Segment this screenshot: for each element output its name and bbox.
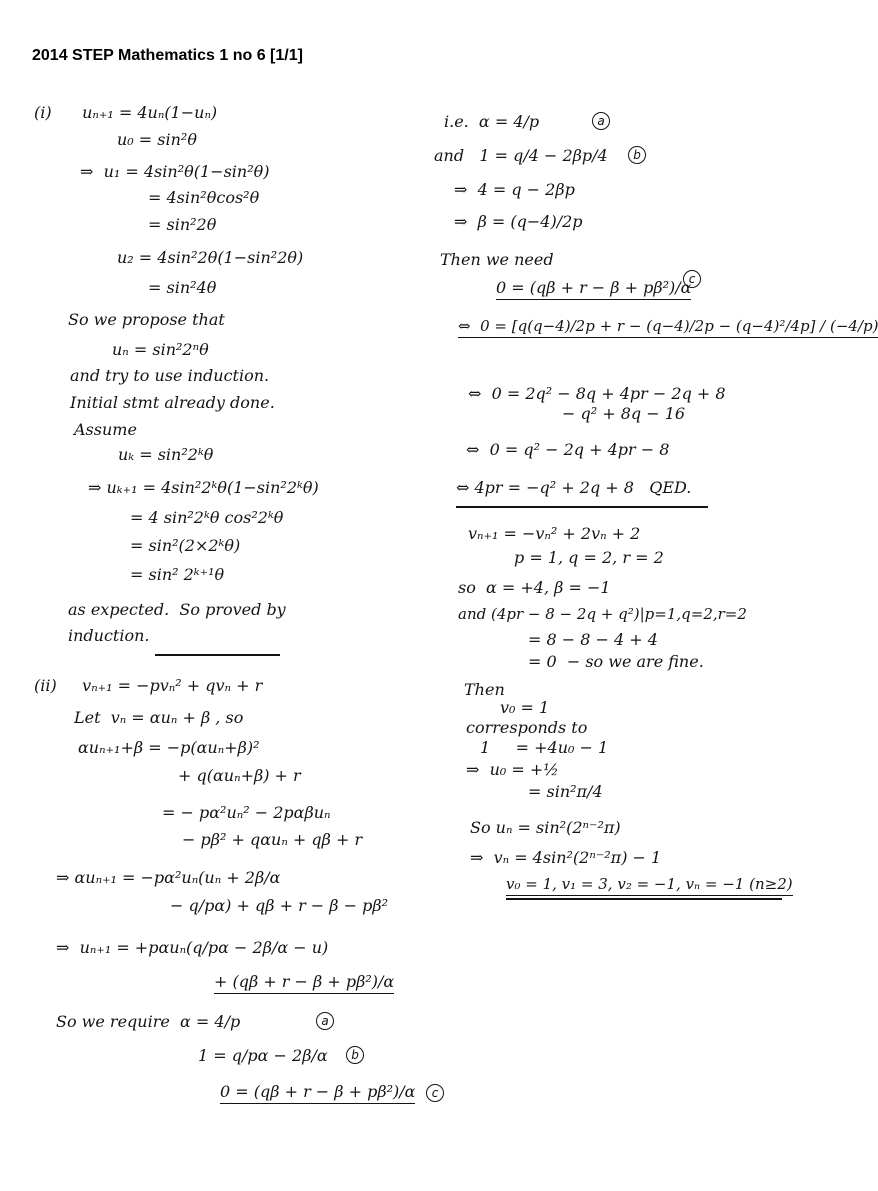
work-line: − q/pα) + qβ + r − β − pβ²	[170, 896, 389, 915]
label-c-marker: c	[426, 1084, 444, 1102]
final-underline	[506, 898, 782, 900]
work-line: Assume	[74, 420, 137, 439]
work-line: 1 = q/pα − 2β/α	[198, 1046, 328, 1065]
work-line: 0 = (qβ + r − β + pβ²)/α	[496, 278, 691, 300]
work-line: so α = +4, β = −1	[458, 578, 611, 597]
work-line: = sin²4θ	[148, 278, 217, 297]
work-line: = 8 − 8 − 4 + 4	[528, 630, 658, 649]
work-line: and 1 = q/4 − 2βp/4	[434, 146, 608, 165]
work-line: p = 1, q = 2, r = 2	[514, 548, 664, 567]
work-line: (ii) vₙ₊₁ = −pvₙ² + qvₙ + r	[34, 676, 263, 695]
work-line: = 4 sin²2ᵏθ cos²2ᵏθ	[130, 508, 284, 527]
work-line: Initial stmt already done.	[70, 393, 275, 412]
work-line: So we require α = 4/p	[56, 1012, 241, 1031]
work-line: i.e. α = 4/p	[444, 112, 540, 131]
work-line: as expected. So proved by	[68, 600, 286, 619]
work-line: uₙ = sin²2ⁿθ	[112, 340, 209, 359]
work-line: Then	[464, 680, 505, 699]
work-line: and try to use induction.	[70, 366, 270, 385]
work-line: 0 = (qβ + r − β + pβ²)/α	[220, 1082, 415, 1104]
work-line: ⇔ 4pr = −q² + 2q + 8 QED.	[456, 478, 692, 497]
work-line: = sin²π/4	[528, 782, 603, 801]
work-line: + (qβ + r − β + pβ²)/α	[214, 972, 394, 994]
work-line: ⇒ u₁ = 4sin²θ(1−sin²θ)	[80, 162, 270, 181]
work-line: ⇒ vₙ = 4sin²(2ⁿ⁻²π) − 1	[470, 848, 662, 867]
work-line: vₙ₊₁ = −vₙ² + 2vₙ + 2	[468, 524, 641, 543]
work-line: αuₙ₊₁+β = −p(αuₙ+β)²	[78, 738, 260, 757]
work-line: uₖ = sin²2ᵏθ	[118, 445, 214, 464]
work-line: ⇒ αuₙ₊₁ = −pα²uₙ(uₙ + 2β/α	[56, 868, 281, 887]
work-line: = sin²(2×2ᵏθ)	[130, 536, 241, 555]
work-line: u₂ = 4sin²2θ(1−sin²2θ)	[117, 248, 304, 267]
work-line: = 4sin²θcos²θ	[148, 188, 260, 207]
work-line: = sin²2θ	[148, 215, 217, 234]
qed-divider	[456, 506, 708, 508]
work-line: = 0 − so we are fine.	[528, 652, 704, 671]
label-b-marker: b	[346, 1046, 364, 1064]
work-line: ⇒ u₀ = +½	[466, 760, 559, 779]
work-line: u₀ = sin²θ	[117, 130, 197, 149]
work-line: So uₙ = sin²(2ⁿ⁻²π)	[470, 818, 621, 837]
work-line: v₀ = 1, v₁ = 3, v₂ = −1, vₙ = −1 (n≥2)	[506, 874, 793, 896]
work-line: ⇔ 0 = [q(q−4)/2p + r − (q−4)/2p − (q−4)²/4p] / (−4/p)	[458, 316, 878, 338]
work-line: + q(αuₙ+β) + r	[178, 766, 301, 785]
work-line: induction.	[68, 626, 150, 645]
work-line: and (4pr − 8 − 2q + q²)|p=1,q=2,r=2	[458, 605, 747, 623]
work-line: ⇒ 4 = q − 2βp	[454, 180, 575, 199]
work-line: = − pα²uₙ² − 2pαβuₙ	[162, 803, 331, 822]
label-a-marker: a	[592, 112, 610, 130]
work-line: 1 = +4u₀ − 1	[480, 738, 609, 757]
work-line: (i) uₙ₊₁ = 4uₙ(1−uₙ)	[34, 103, 218, 122]
work-line: ⇒ β = (q−4)/2p	[454, 212, 583, 231]
work-line: ⇔ 0 = q² − 2q + 4pr − 8	[466, 440, 670, 459]
work-line: = sin² 2ᵏ⁺¹θ	[130, 565, 225, 584]
label-b-marker: b	[628, 146, 646, 164]
section-divider	[155, 654, 280, 656]
label-c-marker: c	[683, 270, 701, 288]
work-line: Then we need	[440, 250, 554, 269]
work-line: ⇒ uₙ₊₁ = +pαuₙ(q/pα − 2β/α − u)	[56, 938, 329, 957]
work-line: v₀ = 1	[500, 698, 550, 717]
page-title: 2014 STEP Mathematics 1 no 6 [1/1]	[32, 47, 303, 64]
work-line: So we propose that	[68, 310, 225, 329]
work-line: ⇔ 0 = 2q² − 8q + 4pr − 2q + 8	[468, 384, 726, 403]
work-line: corresponds to	[466, 718, 588, 737]
label-a-marker: a	[316, 1012, 334, 1030]
work-line: − q² + 8q − 16	[562, 404, 686, 423]
work-line: Let vₙ = αuₙ + β , so	[74, 708, 244, 727]
work-line: − pβ² + qαuₙ + qβ + r	[182, 830, 363, 849]
work-line: ⇒ uₖ₊₁ = 4sin²2ᵏθ(1−sin²2ᵏθ)	[88, 478, 319, 497]
